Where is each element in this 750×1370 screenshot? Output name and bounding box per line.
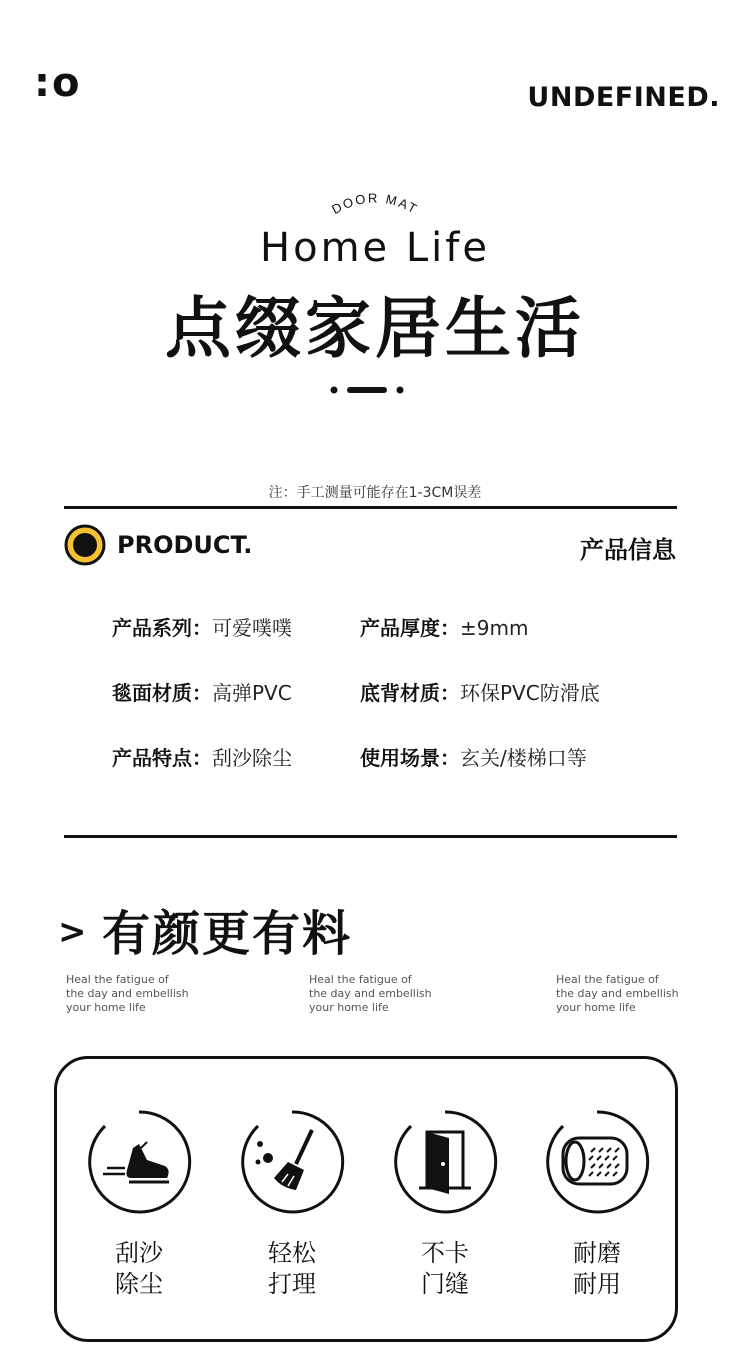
spec-key: 产品系列： [112,616,212,640]
spec-key: 毯面材质： [112,681,212,705]
door-icon [391,1108,499,1216]
spec-value: 刮沙除尘 [212,746,292,770]
spec-row [112,742,672,772]
hero-title-en: Home Life [260,225,490,271]
spec-value: 可爱噗噗 [212,616,292,640]
spec-item [360,677,608,707]
spec-item [112,742,360,772]
mat-roll-icon [543,1108,651,1216]
blurb-text: Heal the fatigue of the day and embellish your home life [556,973,679,1014]
door-mat-arc-text [300,180,450,230]
bottom-divider [64,835,677,838]
feature-label: 轻松 打理 [268,1239,316,1298]
feature-item [390,1108,500,1300]
spec-key: 产品特点： [112,746,212,770]
svg-text:DOOR MAT [329,190,421,217]
spec-value: 高弹PVC [212,681,292,705]
feature-label: 不卡 门缝 [421,1239,469,1298]
top-divider [64,506,677,509]
spec-item [112,612,360,642]
product-info-label: 产品信息 [580,536,676,564]
spec-item [360,612,608,642]
brand-logo-left: :o [34,60,82,106]
broom-icon [238,1108,346,1216]
measurement-note: 注：手工测量可能存在1-3CM误差 [268,485,482,501]
section-title: 有颜更有料 [102,906,353,962]
feature-label: 耐磨 耐用 [573,1239,621,1298]
shoe-scrape-icon [85,1108,193,1216]
spec-key: 底背材质： [360,681,460,705]
spec-value: 环保PVC防滑底 [460,681,600,705]
product-circle-icon [64,524,106,566]
spec-row [112,612,672,642]
feature-label: 刮沙 除尘 [115,1239,163,1298]
product-label: PRODUCT. [117,531,253,559]
blurb-text: Heal the fatigue of the day and embellish your home life [309,973,432,1014]
blurb-text: Heal the fatigue of the day and embellish your home life [66,973,189,1014]
spec-value: ±9mm [460,616,529,640]
section-arrow: > [58,912,87,952]
spec-item [112,677,360,707]
feature-item [84,1108,194,1300]
divider-dots [330,385,410,395]
spec-item [360,742,608,772]
arc-text-label: DOOR MAT [329,190,421,218]
spec-row [112,677,672,707]
spec-key: 使用场景： [360,746,460,770]
feature-item [542,1108,652,1300]
brand-logo-right: UNDEFINED. [527,82,720,113]
spec-key: 产品厚度： [360,616,460,640]
spec-value: 玄关/楼梯口等 [460,746,587,770]
hero-title-cn: 点缀家居生活 [165,290,585,367]
feature-item [237,1108,347,1300]
